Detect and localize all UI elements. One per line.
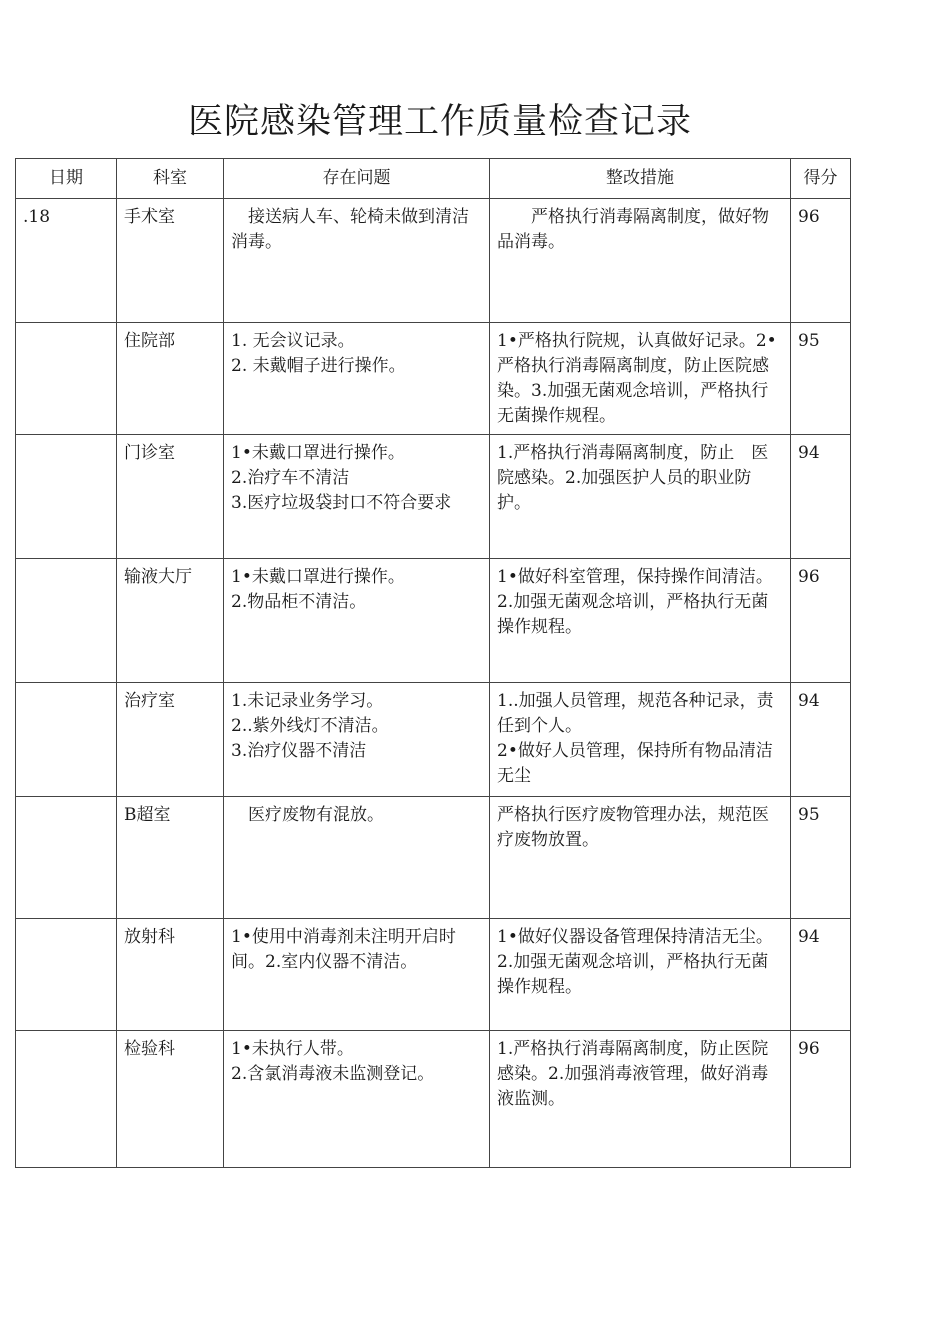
- cell-measures: [490, 435, 791, 559]
- problem-line: 接送病人车、轮椅未做到清洁消毒。: [231, 207, 469, 252]
- cell-score: 95: [791, 797, 851, 919]
- cell-problems: [224, 683, 490, 797]
- measure-line: 2•做好人员管理，保持所有物品清洁无尘: [497, 741, 773, 786]
- cell-score: 96: [791, 559, 851, 683]
- cell-measures: [490, 919, 791, 1031]
- problem-line: 1•未戴口罩进行操作。: [231, 443, 405, 463]
- inspection-record-table: [15, 158, 851, 1168]
- cell-problems: [224, 797, 490, 919]
- cell-date: [16, 323, 117, 435]
- cell-measures: [490, 797, 791, 919]
- cell-score: 95: [791, 323, 851, 435]
- cell-date: [16, 683, 117, 797]
- cell-department: B超室: [117, 797, 224, 919]
- measure-line: 严格执行消毒隔离制度，做好物品消毒。: [497, 207, 769, 252]
- cell-problems: [224, 559, 490, 683]
- problem-line: 2..紫外线灯不清洁。: [231, 716, 389, 736]
- table-row: [16, 559, 851, 683]
- table-row: [16, 323, 851, 435]
- problem-line: 3.医疗垃圾袋封口不符合要求: [231, 493, 452, 513]
- table-row: [16, 919, 851, 1031]
- cell-problems: [224, 199, 490, 323]
- cell-score: 96: [791, 1031, 851, 1168]
- cell-department: 输液大厅: [117, 559, 224, 683]
- cell-measures: [490, 199, 791, 323]
- header-department: 科室: [117, 159, 224, 199]
- table-row: [16, 797, 851, 919]
- problem-line: 1•使用中消毒剂未注明开启时间。2.室内仪器不清洁。: [231, 927, 456, 972]
- problem-line: 医疗废物有混放。: [231, 805, 384, 825]
- measure-line: 1•做好科室管理，保持操作间清洁。2.加强无菌观念培训，严格执行无菌操作规程。: [497, 567, 773, 637]
- cell-score: 94: [791, 435, 851, 559]
- cell-department: 放射科: [117, 919, 224, 1031]
- measure-line: 1..加强人员管理，规范各种记录，责任到个人。: [497, 691, 774, 736]
- problem-line: 3.治疗仪器不清洁: [231, 741, 367, 761]
- table-row: [16, 683, 851, 797]
- header-score: 得分: [791, 159, 851, 199]
- problem-line: 1•未戴口罩进行操作。: [231, 567, 405, 587]
- table-body: [16, 199, 851, 1168]
- measure-line: 严格执行医疗废物管理办法，规范医疗废物放置。: [497, 805, 769, 850]
- measure-line: 1.严格执行消毒隔离制度，防止医院感染。2.加强消毒液管理，做好消毒液监测。: [497, 1039, 769, 1109]
- problem-line: 2. 未戴帽子进行操作。: [231, 356, 406, 376]
- cell-department: 住院部: [117, 323, 224, 435]
- cell-problems: [224, 919, 490, 1031]
- problem-line: 1•未执行人带。: [231, 1039, 354, 1059]
- problem-line: 1.未记录业务学习。: [231, 691, 384, 711]
- problem-line: 2.物品柜不清洁。: [231, 592, 367, 612]
- cell-date: .18: [16, 199, 117, 323]
- cell-score: 94: [791, 919, 851, 1031]
- cell-measures: [490, 1031, 791, 1168]
- problem-line: 1. 无会议记录。: [231, 331, 355, 351]
- cell-score: 96: [791, 199, 851, 323]
- table-row: [16, 199, 851, 323]
- measure-line: 院感染。2.加强医护人员的职业防护。: [497, 468, 752, 513]
- cell-measures: [490, 323, 791, 435]
- cell-date: [16, 1031, 117, 1168]
- header-problems: 存在问题: [224, 159, 490, 199]
- cell-date: [16, 919, 117, 1031]
- table-row: [16, 1031, 851, 1168]
- cell-score: 94: [791, 683, 851, 797]
- cell-measures: [490, 683, 791, 797]
- measure-line: 1•做好仪器设备管理保持清洁无尘。2.加强无菌观念培训，严格执行无菌操作规程。: [497, 927, 773, 997]
- measure-line: 1.严格执行消毒隔离制度，防止 医: [497, 443, 769, 463]
- cell-problems: [224, 435, 490, 559]
- cell-department: 治疗室: [117, 683, 224, 797]
- header-measures: 整改措施: [490, 159, 791, 199]
- header-date: 日期: [16, 159, 117, 199]
- table-row: [16, 435, 851, 559]
- problem-line: 2.含氯消毒液未监测登记。: [231, 1064, 435, 1084]
- cell-problems: [224, 323, 490, 435]
- cell-problems: [224, 1031, 490, 1168]
- header-row: [16, 159, 851, 199]
- cell-date: [16, 559, 117, 683]
- cell-department: 门诊室: [117, 435, 224, 559]
- problem-line: 2.治疗车不清洁: [231, 468, 350, 488]
- cell-measures: [490, 559, 791, 683]
- cell-department: 手术室: [117, 199, 224, 323]
- measure-line: 1•严格执行院规，认真做好记录。2•严格执行消毒隔离制度，防止医院感染。3.加强无菌观念培训，严格执行无菌操作规程。: [497, 331, 777, 426]
- cell-department: 检验科: [117, 1031, 224, 1168]
- cell-date: [16, 797, 117, 919]
- document-title: 医院感染管理工作质量检查记录: [188, 102, 693, 142]
- cell-date: [16, 435, 117, 559]
